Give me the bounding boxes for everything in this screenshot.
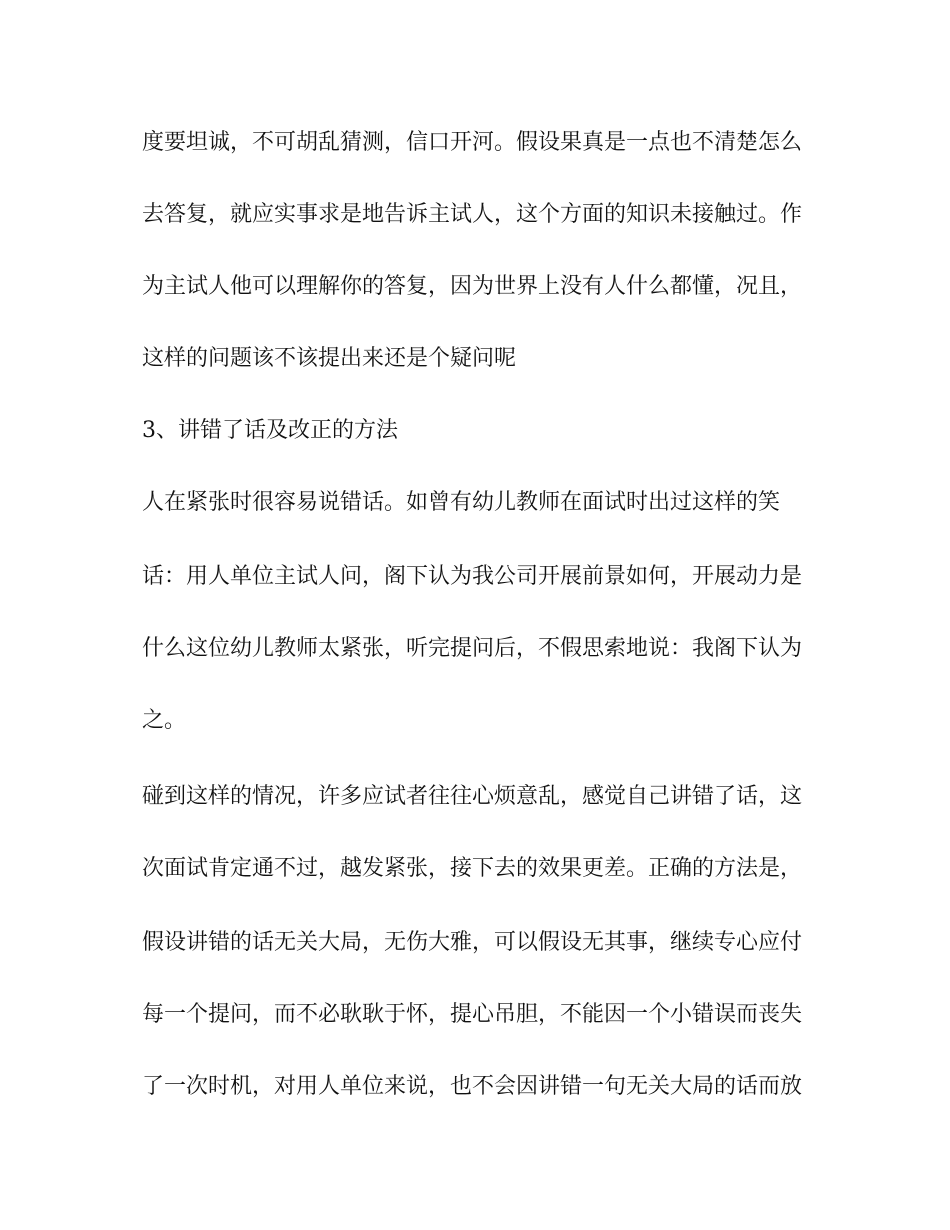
paragraph-line: 人在紧张时很容易说错话。如曾有幼儿教师在面试时出过这样的笑 [142,490,781,515]
paragraph-line: 之。 [142,708,187,733]
paragraph-line: 什么这位幼儿教师太紧张，听完提问后，不假思索地说：我阁下认为 [142,636,803,661]
paragraph-line: 度要坦诚，不可胡乱猜测，信口开河。假设果真是一点也不清楚怎么 [142,130,803,155]
paragraph-line: 了一次时机，对用人单位来说，也不会因讲错一句无关大局的话而放 [142,1074,803,1099]
paragraph-line: 碰到这样的情况，许多应试者往往心烦意乱，感觉自己讲错了话，这 [142,784,803,809]
paragraph-line: 假设讲错的话无关大局，无伤大雅，可以假设无其事，继续专心应付 [142,930,803,955]
paragraph-line: 每一个提问，而不必耿耿于怀，提心吊胆，不能因一个小错误而丧失 [142,1002,803,1027]
paragraph-line: 话：用人单位主试人问，阁下认为我公司开展前景如何，开展动力是 [142,564,803,589]
paragraph-line: 为主试人他可以理解你的答复，因为世界上没有人什么都懂，况且， [142,274,803,299]
paragraph-line: 这样的问题该不该提出来还是个疑问呢 [142,346,517,371]
paragraph-line: 次面试肯定通不过，越发紧张，接下去的效果更差。正确的方法是， [142,856,803,881]
section-heading: 3、讲错了话及改正的方法 [142,418,398,443]
paragraph-line: 去答复，就应实事求是地告诉主试人，这个方面的知识未接触过。作 [142,202,803,227]
